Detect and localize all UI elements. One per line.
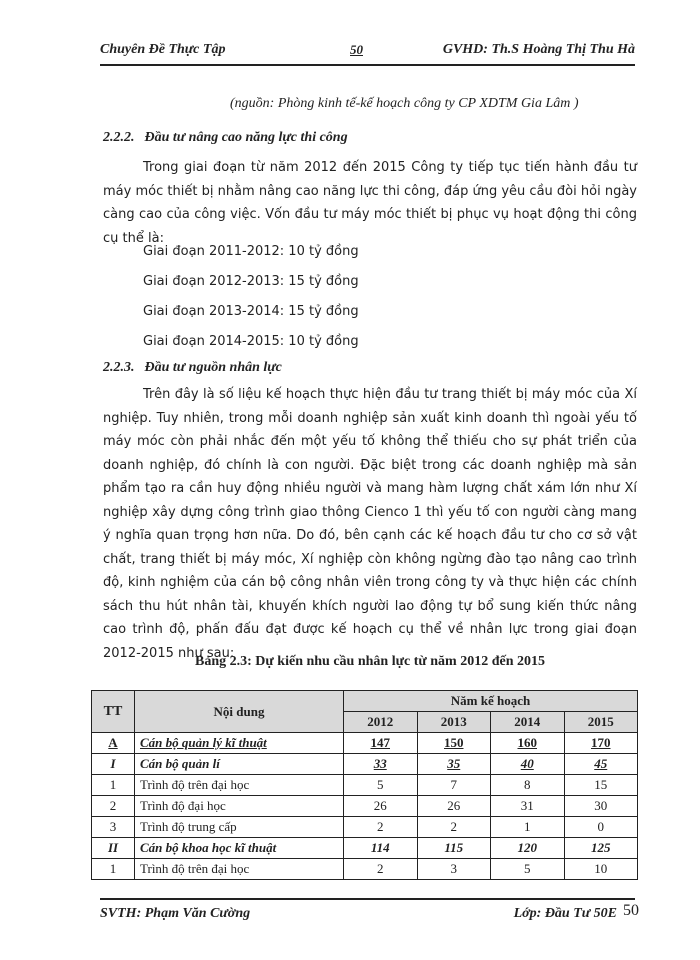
row-label: Trình độ đại học (135, 796, 344, 817)
row-value: 33 (373, 756, 387, 771)
row-value: 40 (520, 756, 534, 771)
table-header-row (92, 691, 638, 712)
header-content: Nội dung (135, 691, 344, 733)
row-value: 160 (517, 735, 537, 750)
staffing-table (91, 690, 638, 880)
table-row (92, 733, 638, 754)
table-row (92, 796, 638, 817)
footer-student: SVTH: Phạm Văn Cường (100, 906, 251, 921)
row-tt: II (92, 838, 135, 859)
row-tt: I (92, 754, 135, 775)
row-value: 45 (594, 756, 608, 771)
investment-line-2: Giai đoạn 2012-2013: 15 tỷ đồng (143, 274, 359, 289)
section-title: Đầu tư nguồn nhân lực (144, 360, 282, 375)
section-number: 2.2.2. (103, 130, 135, 145)
table-title: Bảng 2.3: Dự kiến nhu cầu nhân lực từ năm 2012 đến 2015 (195, 654, 545, 669)
paragraph-222: Trong giai đoạn từ năm 2012 đến 2015 Công ty tiếp tục tiến hành đầu tư máy móc thiết bị nhằm nâng cao năng lực thi công, đáp ứng yêu cầu đòi hỏi ngày càng cao của công việc. Vốn đầu tư máy móc thiết bị phục vụ hoạt động thi công cụ thể là: (103, 160, 637, 246)
investment-line-1: Giai đoạn 2011-2012: 10 tỷ đồng (143, 244, 359, 259)
row-value: 125 (564, 838, 638, 859)
table-row (92, 817, 638, 838)
row-value: 5 (344, 775, 418, 796)
header-advisor: GVHD: Th.S Hoàng Thị Thu Hà (442, 42, 635, 57)
row-value: 31 (491, 796, 565, 817)
header-year: 2015 (564, 712, 638, 733)
row-value: 115 (417, 838, 491, 859)
header-year: 2013 (417, 712, 491, 733)
row-value: 26 (344, 796, 418, 817)
header-page-number: 50 (350, 42, 363, 57)
row-value: 150 (444, 735, 464, 750)
header-plan-years: Năm kế hoạch (344, 691, 638, 712)
row-value: 10 (564, 859, 638, 880)
row-tt: A (108, 735, 118, 750)
row-value: 2 (344, 817, 418, 838)
row-value: 8 (491, 775, 565, 796)
header-tt: TT (92, 691, 135, 733)
paragraph-223: Trên đây là số liệu kế hoạch thực hiện đầu tư trang thiết bị máy móc của Xí nghiệp. Tuy nhiên, trong mỗi doanh nghiệp sản xuất kinh doanh thì ngoài yếu tố máy móc còn phải nhắc đến một yếu tố không thể thiếu cho sự phát triển của doanh nghiệp, đó chính là con người. Đặc biệt trong các doanh nghiệp mà sản phẩm tạo ra cần huy động nhiều người và mang hàm lượng chất xám lớn như Xí nghiệp xây dựng công trình giao thông Cienco 1 thì yếu tố con người càng mang ý nghĩa quan trọng hơn nữa. Do đó, bên cạnh các kế hoạch đầu tư cho cơ sở vật chất, trang thiết bị máy móc, Xí nghiệp còn không ngừng đào tạo nâng cao trình độ, kinh nghiệm của cán bộ công nhân viên trong công ty và thực hiện các chính sách thu hút nhân tài, khuyến khích người lao động tự bổ sung kiến thức nâng cao trình độ, phấn đấu đạt được kế hoạch cụ thể về nhân lực trong giai đoạn 2012-2015 như sau: (103, 387, 637, 661)
source-note: (nguồn: Phòng kinh tế-kế hoạch công ty CP XDTM Gia Lâm ) (230, 96, 579, 111)
row-tt: 1 (92, 859, 135, 880)
footer-page-number: 50 (623, 902, 639, 919)
row-label: Trình độ trên đại học (135, 859, 344, 880)
row-label: Trình độ trên đại học (135, 775, 344, 796)
section-heading-222 (103, 130, 348, 146)
row-tt: 2 (92, 796, 135, 817)
row-tt: 1 (92, 775, 135, 796)
table-row (92, 754, 638, 775)
row-label: Cán bộ quản lý kĩ thuật (140, 735, 267, 750)
header-topic: Chuyên Đề Thực Tập (100, 42, 226, 57)
section-title: Đầu tư nâng cao năng lực thi công (144, 130, 348, 145)
row-value: 15 (564, 775, 638, 796)
header-year: 2012 (344, 712, 418, 733)
row-value: 5 (491, 859, 565, 880)
row-label: Trình độ trung cấp (135, 817, 344, 838)
section-number: 2.2.3. (103, 360, 135, 375)
row-value: 120 (491, 838, 565, 859)
row-value: 1 (491, 817, 565, 838)
section-heading-223 (103, 360, 282, 376)
row-tt: 3 (92, 817, 135, 838)
footer-class: Lớp: Đầu Tư 50E (513, 906, 617, 921)
row-value: 30 (564, 796, 638, 817)
row-value: 7 (417, 775, 491, 796)
row-value: 0 (564, 817, 638, 838)
row-value: 147 (370, 735, 390, 750)
table-row (92, 859, 638, 880)
investment-line-4: Giai đoạn 2014-2015: 10 tỷ đồng (143, 334, 359, 349)
row-value: 3 (417, 859, 491, 880)
row-value: 170 (591, 735, 611, 750)
header-year: 2014 (491, 712, 565, 733)
row-label: Cán bộ khoa học kĩ thuật (135, 838, 344, 859)
table-row (92, 775, 638, 796)
investment-line-3: Giai đoạn 2013-2014: 15 tỷ đồng (143, 304, 359, 319)
row-value: 2 (344, 859, 418, 880)
page-footer (100, 898, 639, 921)
row-value: 35 (447, 756, 461, 771)
row-value: 2 (417, 817, 491, 838)
row-value: 26 (417, 796, 491, 817)
table-row (92, 838, 638, 859)
row-label: Cán bộ quản lí (135, 754, 344, 775)
row-value: 114 (344, 838, 418, 859)
page-header (100, 40, 635, 66)
